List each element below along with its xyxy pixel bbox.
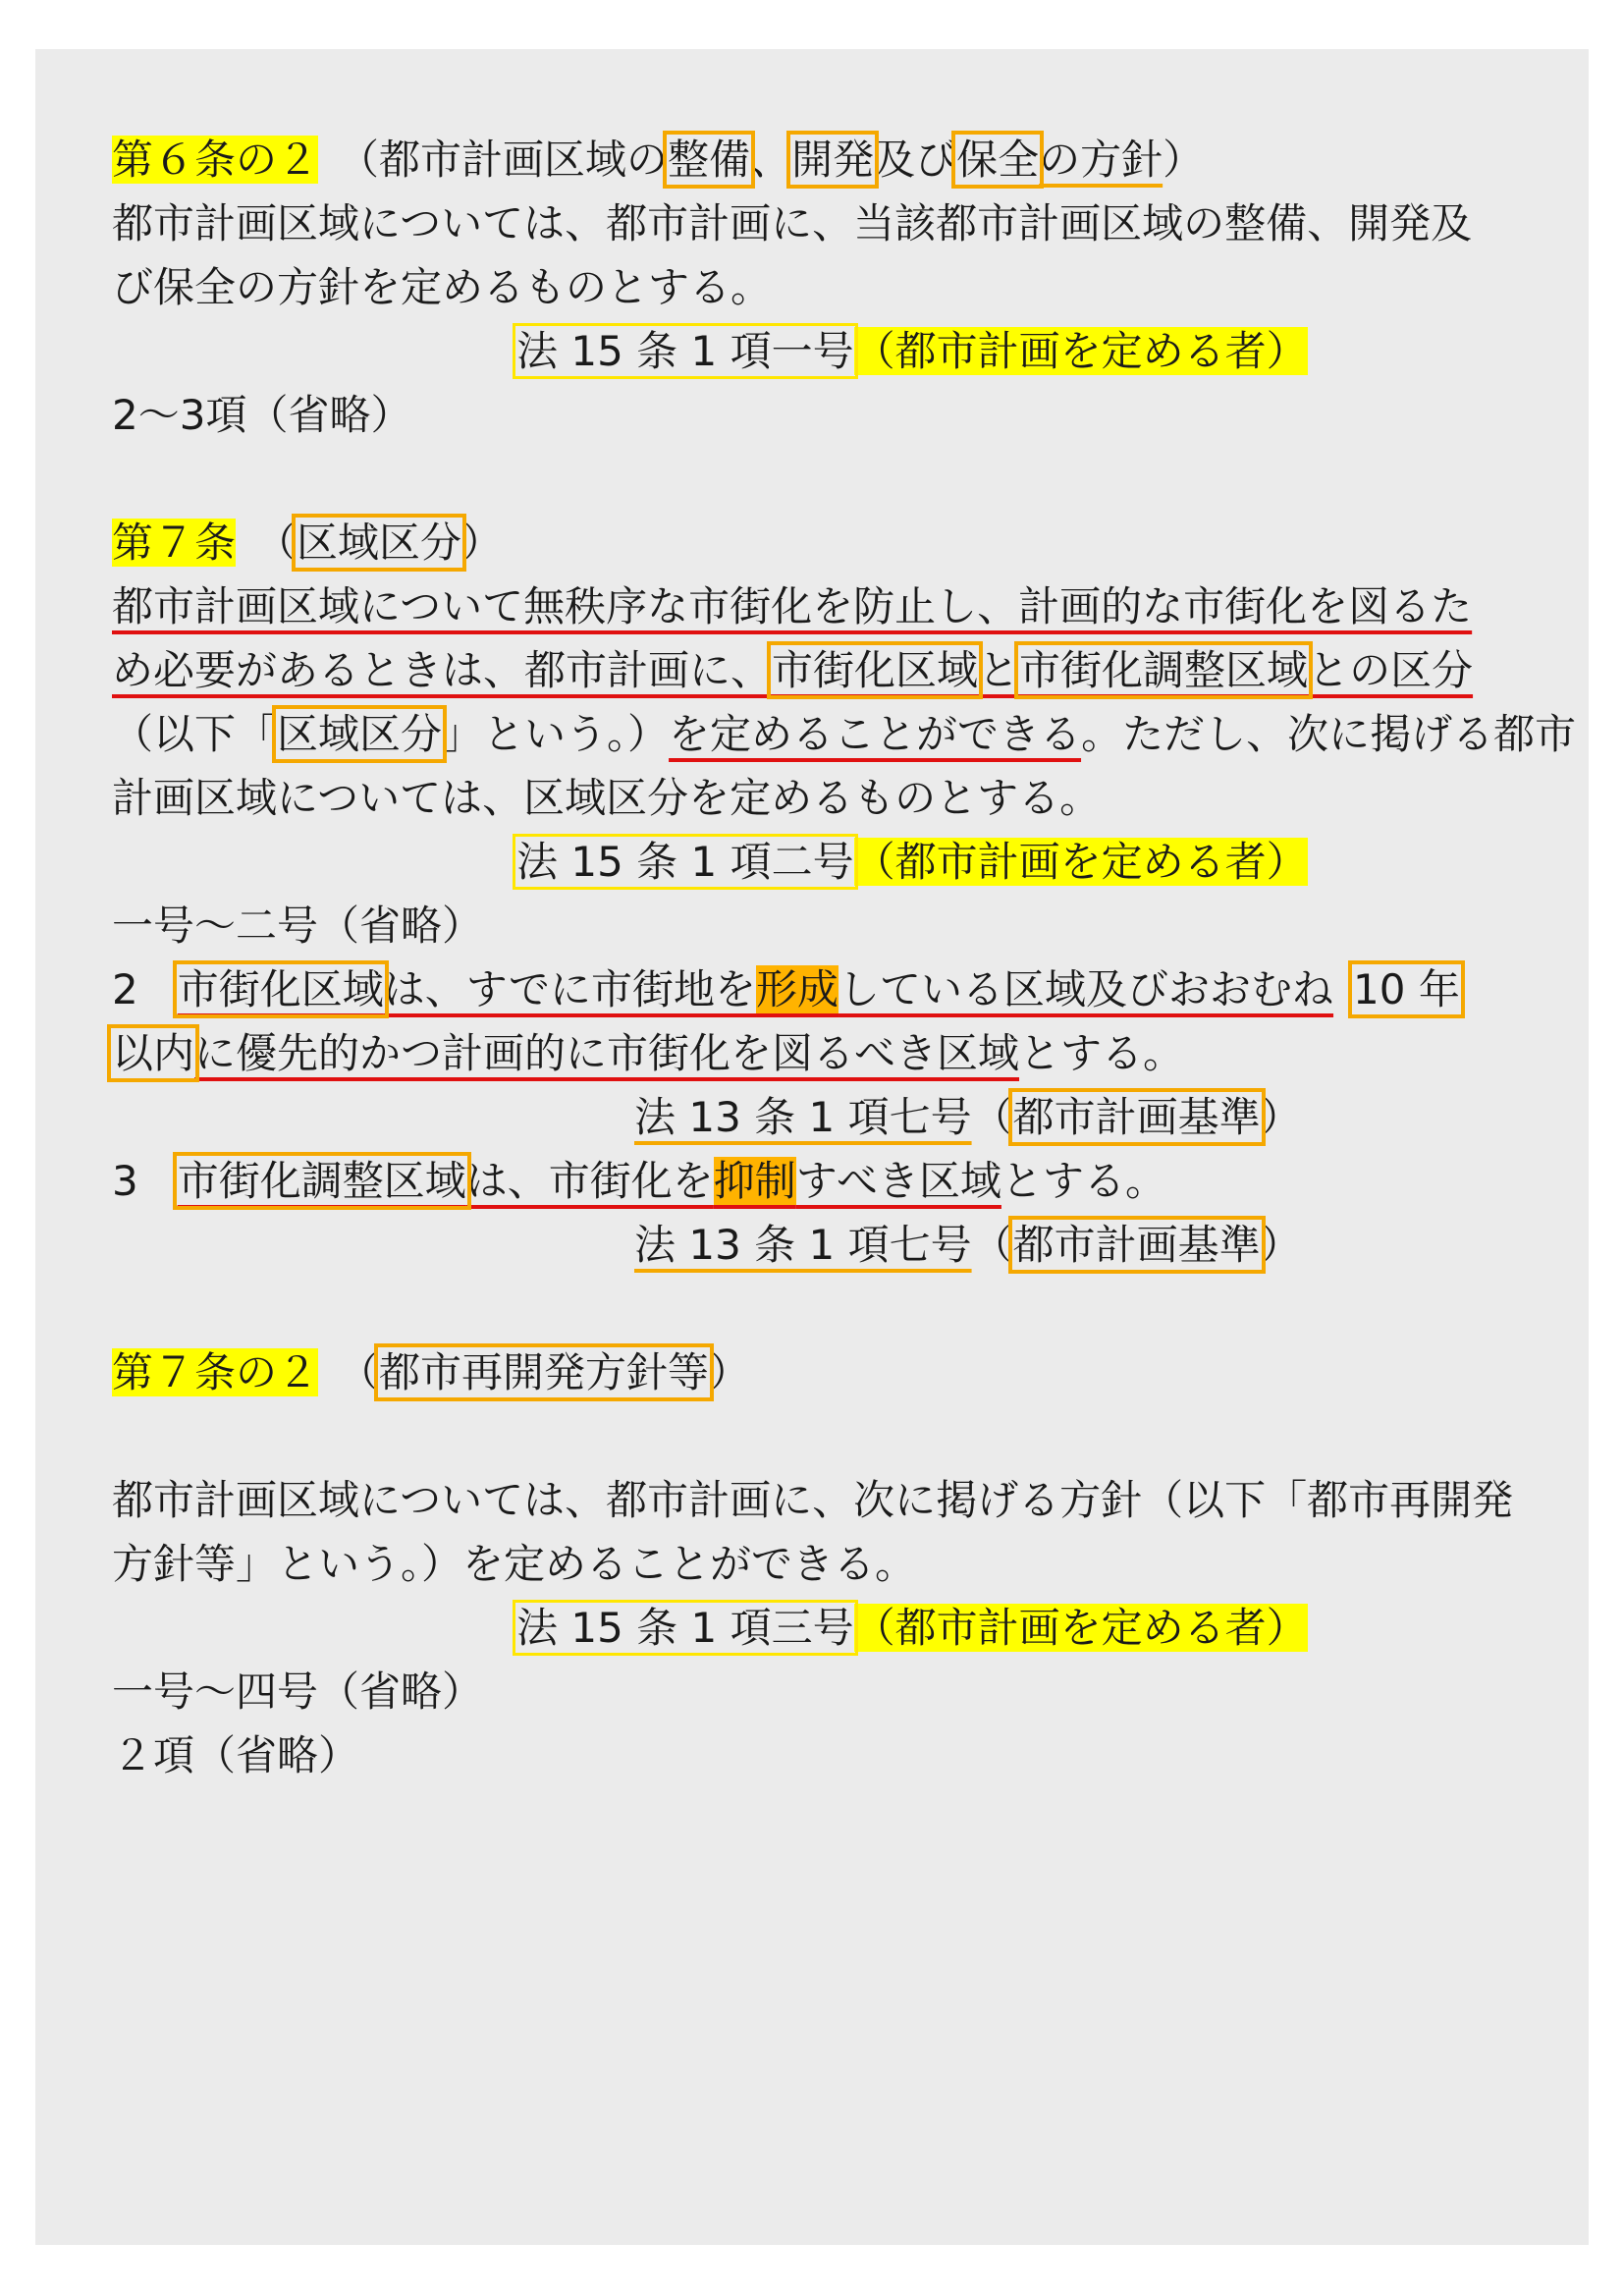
role-box: 都市計画基準 <box>1012 1221 1261 1269</box>
body-line <box>112 705 1576 764</box>
paragraph-3-line <box>112 1152 1166 1211</box>
keyword-box: 10 年 <box>1353 965 1460 1013</box>
plain-text: とする。 <box>1001 1157 1166 1205</box>
body-line: 方針等」という。）を定めることができる。 <box>112 1540 917 1588</box>
role-box: 都市計画基準 <box>1012 1093 1261 1141</box>
paragraph-number: 3 <box>112 1157 138 1205</box>
bracket: （ <box>971 1093 1013 1141</box>
keyword-box: 都市再開発方針等 <box>379 1348 710 1396</box>
body-line: 都市計画区域について無秩序な市街化を防止し、計画的な市街化を図るた <box>112 582 1473 630</box>
keyword-box: 整備 <box>668 136 751 184</box>
article-heading: 第７条の２ <box>112 1348 319 1396</box>
title-text: （都市計画区域の <box>338 136 669 184</box>
plain-text: 。ただし、次に掲げる都市 <box>1081 710 1577 758</box>
title-text: （ <box>255 519 298 567</box>
underlined-text: は、すでに市街地を <box>383 965 757 1013</box>
keyword-box: 市街化区域 <box>177 965 384 1013</box>
body-line: 都市計画区域については、都市計画に、当該都市計画区域の整備、開発及 <box>112 199 1473 247</box>
document-page <box>35 49 1589 2245</box>
article-heading: 第７条 <box>112 519 237 567</box>
underlined-text: との区分 <box>1308 646 1474 694</box>
role-label: （都市計画を定める者） <box>853 327 1308 375</box>
underlined-text: している区域及びおおむね <box>839 965 1334 1013</box>
paragraph-2-line <box>112 1024 1184 1083</box>
keyword-box: 市街化調整区域 <box>1019 646 1309 694</box>
omitted-note: 一号～二号（省略） <box>112 902 484 950</box>
article-7-2-heading-line <box>112 1343 750 1402</box>
bracket: ） <box>1260 1221 1302 1269</box>
underlined-text: は、市街化を <box>465 1157 714 1205</box>
article-7-heading-line <box>112 514 503 573</box>
underlined-text: に優先的かつ計画的に市街化を図るべき区域 <box>194 1029 1020 1077</box>
keyword-fill: 抑制 <box>713 1157 796 1205</box>
legal-reference-line <box>634 1216 1302 1275</box>
legal-reference: 法 15 条 1 項二号 <box>516 838 854 886</box>
keyword-box: 市街化区域 <box>772 646 979 694</box>
paragraph-number: 2 <box>112 965 138 1013</box>
legal-reference-line <box>516 1599 1308 1658</box>
legal-reference: 法 15 条 1 項一号 <box>516 327 854 375</box>
body-line: び保全の方針を定めるものとする。 <box>112 263 773 311</box>
title-text: （ <box>338 1348 380 1396</box>
omitted-note: 2～3項（省略） <box>112 391 412 439</box>
title-text: ） <box>709 1348 751 1396</box>
role-label: （都市計画を定める者） <box>853 838 1308 886</box>
article-6-2-heading-line <box>112 131 1204 190</box>
omitted-note: ２項（省略） <box>112 1731 360 1779</box>
legal-reference-line <box>634 1088 1302 1147</box>
body-line: 計画区域については、区域区分を定めるものとする。 <box>112 774 1102 822</box>
title-text: 、 <box>750 136 792 184</box>
article-heading: 第６条の２ <box>112 136 319 184</box>
keyword-box: 区域区分 <box>277 710 443 758</box>
plain-text: 」という。） <box>442 710 670 758</box>
plain-text: （以下「 <box>112 710 278 758</box>
underlined-text: め必要があるときは、都市計画に、 <box>112 646 773 694</box>
plain-text: とする。 <box>1019 1029 1185 1077</box>
body-line <box>112 641 1473 700</box>
role-label: （都市計画を定める者） <box>853 1604 1308 1652</box>
title-text: ） <box>1163 136 1205 184</box>
legal-reference: 法 13 条 1 項七号 <box>634 1093 972 1141</box>
underlined-text: すべき区域 <box>795 1157 1001 1205</box>
title-text: 及び <box>874 136 957 184</box>
keyword-box: 区域区分 <box>297 519 462 567</box>
keyword-box: 以内 <box>112 1029 195 1077</box>
legal-reference-line <box>516 322 1308 381</box>
keyword-underline: の方針 <box>1039 136 1163 184</box>
bracket: ） <box>1260 1093 1302 1141</box>
underlined-text: と <box>978 646 1020 694</box>
title-text: ） <box>461 519 504 567</box>
underlined-text: を定めることができる <box>669 710 1082 758</box>
keyword-box: 保全 <box>956 136 1040 184</box>
legal-reference-line <box>516 833 1308 892</box>
legal-reference: 法 13 条 1 項七号 <box>634 1221 972 1269</box>
bracket: （ <box>971 1221 1013 1269</box>
keyword-box: 市街化調整区域 <box>177 1157 466 1205</box>
paragraph-2-line <box>112 960 1460 1019</box>
keyword-box: 開発 <box>791 136 875 184</box>
omitted-note: 一号～四号（省略） <box>112 1667 484 1716</box>
body-line: 都市計画区域については、都市計画に、次に掲げる方針（以下「都市再開発 <box>112 1476 1514 1524</box>
keyword-fill: 形成 <box>756 965 839 1013</box>
legal-reference: 法 15 条 1 項三号 <box>516 1604 854 1652</box>
